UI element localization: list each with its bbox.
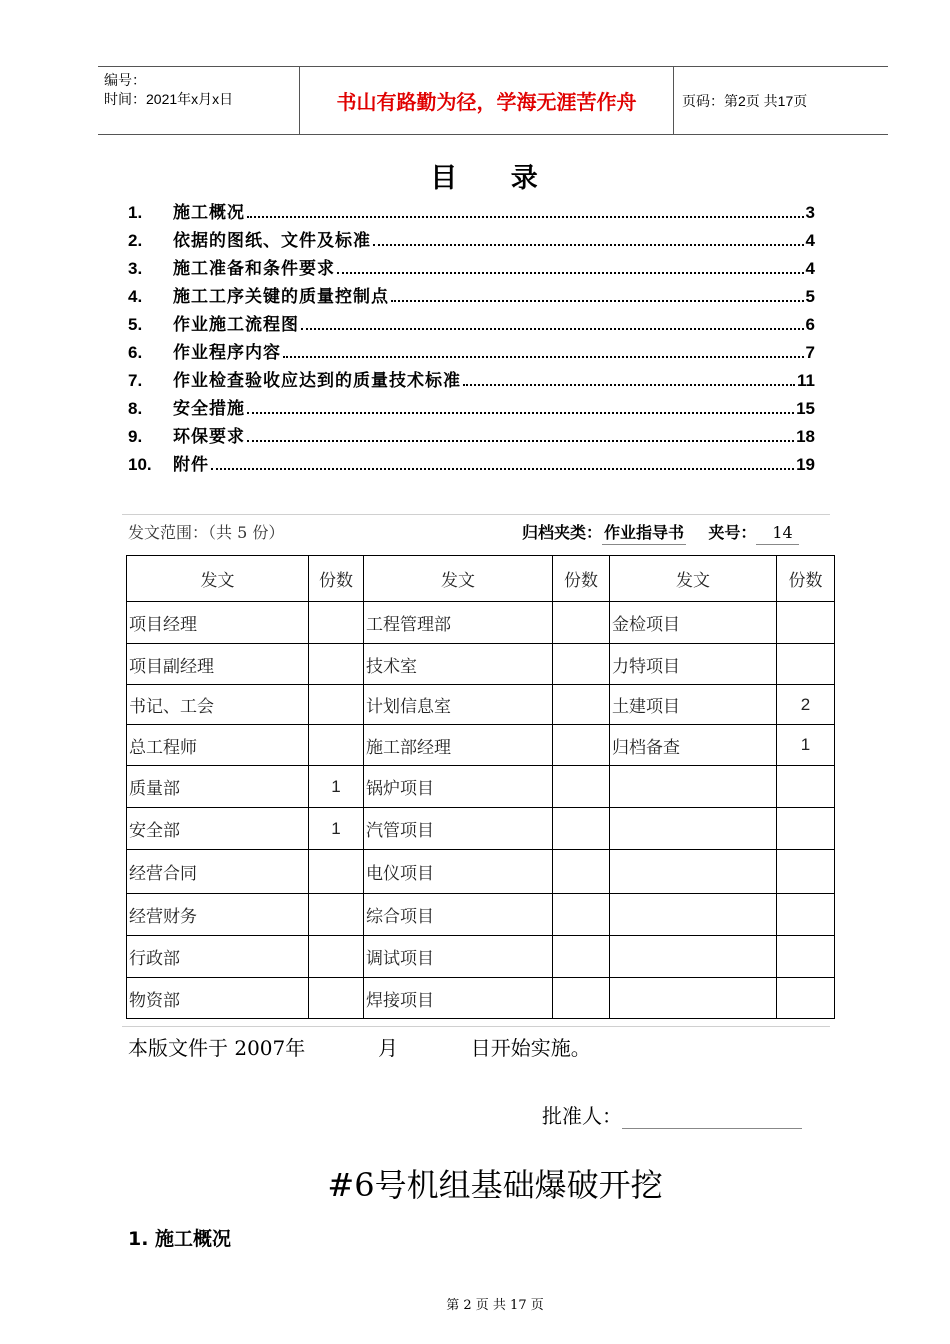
copies-cell bbox=[777, 766, 835, 808]
table-row bbox=[127, 685, 835, 725]
toc-item-number: 1. bbox=[128, 203, 143, 222]
toc-item-page: 18 bbox=[796, 427, 815, 446]
toc-item-number: 3. bbox=[128, 259, 143, 278]
toc-leader bbox=[373, 244, 804, 246]
header-divider bbox=[673, 67, 674, 134]
recipient-cell: 项目经理 bbox=[127, 602, 309, 644]
implementation-note bbox=[128, 1032, 591, 1061]
recipient-cell: 调试项目 bbox=[364, 936, 553, 978]
recipient-cell: 项目副经理 bbox=[127, 644, 309, 685]
archive-info bbox=[522, 520, 799, 543]
table-row bbox=[127, 808, 835, 850]
column-header: 发文 bbox=[610, 556, 777, 602]
recipient-cell: 归档备查 bbox=[610, 725, 777, 766]
toc-item-number: 2. bbox=[128, 231, 143, 250]
toc-item-number: 9. bbox=[128, 427, 143, 446]
toc-item-number: 4. bbox=[128, 287, 143, 306]
copies-cell bbox=[309, 978, 364, 1019]
copies-cell bbox=[777, 936, 835, 978]
toc-item-number: 7. bbox=[128, 371, 143, 390]
recipient-cell: 物资部 bbox=[127, 978, 309, 1019]
toc-item-title: 作业检查验收应达到的质量技术标准 bbox=[173, 371, 461, 390]
toc-leader bbox=[247, 440, 794, 442]
toc-leader bbox=[247, 412, 794, 414]
copies-cell bbox=[777, 644, 835, 685]
distribution-table bbox=[126, 555, 835, 1019]
page-footer: 第 2 页 共 17 页 bbox=[446, 1298, 544, 1313]
header-motto: 书山有路勤为径，学海无涯苦作舟 bbox=[336, 90, 637, 114]
toc-item-title: 作业程序内容 bbox=[173, 343, 281, 362]
recipient-cell: 电仪项目 bbox=[364, 850, 553, 894]
copies-cell bbox=[553, 850, 610, 894]
implementation-suffix: 日开始实施。 bbox=[470, 1036, 591, 1060]
copies-cell bbox=[309, 602, 364, 644]
folder-value: 14 bbox=[756, 523, 798, 545]
recipient-cell: 汽管项目 bbox=[364, 808, 553, 850]
toc-item[interactable] bbox=[128, 195, 815, 223]
table-row bbox=[127, 894, 835, 936]
copies-cell bbox=[777, 808, 835, 850]
table-row bbox=[127, 602, 835, 644]
copies-cell bbox=[309, 936, 364, 978]
recipient-cell: 金检项目 bbox=[610, 602, 777, 644]
recipient-cell bbox=[610, 850, 777, 894]
column-header: 份数 bbox=[309, 556, 364, 602]
recipient-cell bbox=[610, 978, 777, 1019]
copies-cell bbox=[553, 766, 610, 808]
toc-item-page: 4 bbox=[805, 259, 815, 278]
toc-item[interactable] bbox=[128, 307, 815, 335]
copies-cell bbox=[309, 685, 364, 725]
recipient-cell: 焊接项目 bbox=[364, 978, 553, 1019]
table-row bbox=[127, 766, 835, 808]
toc-item-number: 8. bbox=[128, 399, 143, 418]
recipient-cell bbox=[610, 766, 777, 808]
copies-cell bbox=[777, 850, 835, 894]
copies-cell: 2 bbox=[777, 685, 835, 725]
table-row bbox=[127, 850, 835, 894]
recipient-cell: 安全部 bbox=[127, 808, 309, 850]
copies-cell bbox=[553, 936, 610, 978]
toc-item-title: 依据的图纸、文件及标准 bbox=[173, 231, 371, 250]
column-header: 份数 bbox=[553, 556, 610, 602]
recipient-cell: 行政部 bbox=[127, 936, 309, 978]
toc-item-title: 环保要求 bbox=[173, 427, 245, 446]
toc-item-page: 5 bbox=[805, 287, 815, 306]
toc-item-page: 3 bbox=[805, 203, 815, 222]
page-header bbox=[98, 66, 888, 135]
toc-item-title: 施工概况 bbox=[173, 203, 245, 222]
copies-cell: 1 bbox=[777, 725, 835, 766]
copies-cell bbox=[309, 894, 364, 936]
recipient-cell: 计划信息室 bbox=[364, 685, 553, 725]
recipient-cell: 综合项目 bbox=[364, 894, 553, 936]
recipient-cell: 书记、工会 bbox=[127, 685, 309, 725]
toc-item-title: 施工准备和条件要求 bbox=[173, 259, 335, 278]
toc-leader bbox=[211, 468, 794, 470]
recipient-cell: 锅炉项目 bbox=[364, 766, 553, 808]
copies-cell bbox=[553, 894, 610, 936]
copies-cell bbox=[309, 644, 364, 685]
copies-cell bbox=[777, 894, 835, 936]
folder-label: 夹号： bbox=[708, 523, 757, 542]
copies-cell bbox=[777, 602, 835, 644]
copies-cell bbox=[777, 978, 835, 1019]
table-row bbox=[127, 936, 835, 978]
toc-leader bbox=[283, 356, 804, 358]
copies-cell: 1 bbox=[309, 766, 364, 808]
table-of-contents bbox=[128, 195, 815, 475]
toc-leader bbox=[391, 300, 804, 302]
archive-value: 作业指导书 bbox=[602, 523, 686, 545]
toc-leader bbox=[247, 216, 804, 218]
copies-cell bbox=[553, 725, 610, 766]
toc-item-number: 6. bbox=[128, 343, 143, 362]
approval-signature-line bbox=[622, 1108, 802, 1129]
recipient-cell: 经营合同 bbox=[127, 850, 309, 894]
toc-item-number: 10. bbox=[128, 455, 152, 474]
column-header: 发文 bbox=[364, 556, 553, 602]
toc-item-page: 7 bbox=[805, 343, 815, 362]
toc-leader bbox=[337, 272, 804, 274]
toc-item-title: 安全措施 bbox=[173, 399, 245, 418]
copies-cell bbox=[309, 850, 364, 894]
divider bbox=[122, 514, 830, 515]
toc-item[interactable] bbox=[128, 419, 815, 447]
recipient-cell: 经营财务 bbox=[127, 894, 309, 936]
column-header: 发文 bbox=[127, 556, 309, 602]
toc-item[interactable] bbox=[128, 335, 815, 363]
divider bbox=[122, 1026, 830, 1027]
toc-item-title: 作业施工流程图 bbox=[173, 315, 299, 334]
recipient-cell: 技术室 bbox=[364, 644, 553, 685]
recipient-cell: 施工部经理 bbox=[364, 725, 553, 766]
table-header-row bbox=[127, 556, 835, 602]
section-heading: 1. 施工概况 bbox=[128, 1228, 232, 1250]
header-page-info: 页码：第2页 共17页 bbox=[682, 93, 808, 109]
toc-item-page: 15 bbox=[796, 399, 815, 418]
toc-item-page: 11 bbox=[797, 371, 815, 390]
copies-cell bbox=[309, 725, 364, 766]
toc-item-title: 施工工序关键的质量控制点 bbox=[173, 287, 389, 306]
recipient-cell bbox=[610, 936, 777, 978]
archive-label: 归档夹类： bbox=[522, 523, 603, 542]
copies-cell bbox=[553, 978, 610, 1019]
implementation-prefix: 本版文件于 2007年 bbox=[128, 1036, 306, 1060]
copies-cell: 1 bbox=[309, 808, 364, 850]
toc-item-number: 5. bbox=[128, 315, 143, 334]
toc-item[interactable] bbox=[128, 223, 815, 251]
toc-item[interactable] bbox=[128, 447, 815, 475]
header-meta bbox=[104, 71, 299, 109]
time-label: 时间：2021年x月x日 bbox=[104, 91, 234, 107]
distribution-scope: 发文范围：（共 5 份） bbox=[128, 523, 285, 542]
recipient-cell: 土建项目 bbox=[610, 685, 777, 725]
toc-item[interactable] bbox=[128, 279, 815, 307]
serial-label: 编号： bbox=[104, 72, 146, 88]
table-row bbox=[127, 978, 835, 1019]
copies-cell bbox=[553, 685, 610, 725]
copies-cell bbox=[553, 644, 610, 685]
implementation-month: 月 bbox=[377, 1036, 398, 1060]
approval bbox=[542, 1100, 802, 1129]
recipient-cell: 总工程师 bbox=[127, 725, 309, 766]
copies-cell bbox=[553, 602, 610, 644]
column-header: 份数 bbox=[777, 556, 835, 602]
toc-item[interactable] bbox=[128, 251, 815, 279]
copies-cell bbox=[553, 808, 610, 850]
toc-item-page: 19 bbox=[796, 455, 815, 474]
toc-item-page: 4 bbox=[805, 231, 815, 250]
recipient-cell bbox=[610, 808, 777, 850]
table-row bbox=[127, 725, 835, 766]
recipient-cell bbox=[610, 894, 777, 936]
toc-item[interactable] bbox=[128, 363, 815, 391]
toc-item[interactable] bbox=[128, 391, 815, 419]
table-row bbox=[127, 644, 835, 685]
toc-leader bbox=[463, 384, 795, 386]
document-title: #6号机组基础爆破开挖 bbox=[327, 1166, 663, 1204]
toc-leader bbox=[301, 328, 804, 330]
toc-item-title: 附件 bbox=[173, 455, 209, 474]
recipient-cell: 工程管理部 bbox=[364, 602, 553, 644]
recipient-cell: 力特项目 bbox=[610, 644, 777, 685]
toc-title: 目 录 bbox=[430, 163, 560, 194]
recipient-cell: 质量部 bbox=[127, 766, 309, 808]
approval-label: 批准人： bbox=[542, 1104, 622, 1128]
toc-item-page: 6 bbox=[805, 315, 815, 334]
